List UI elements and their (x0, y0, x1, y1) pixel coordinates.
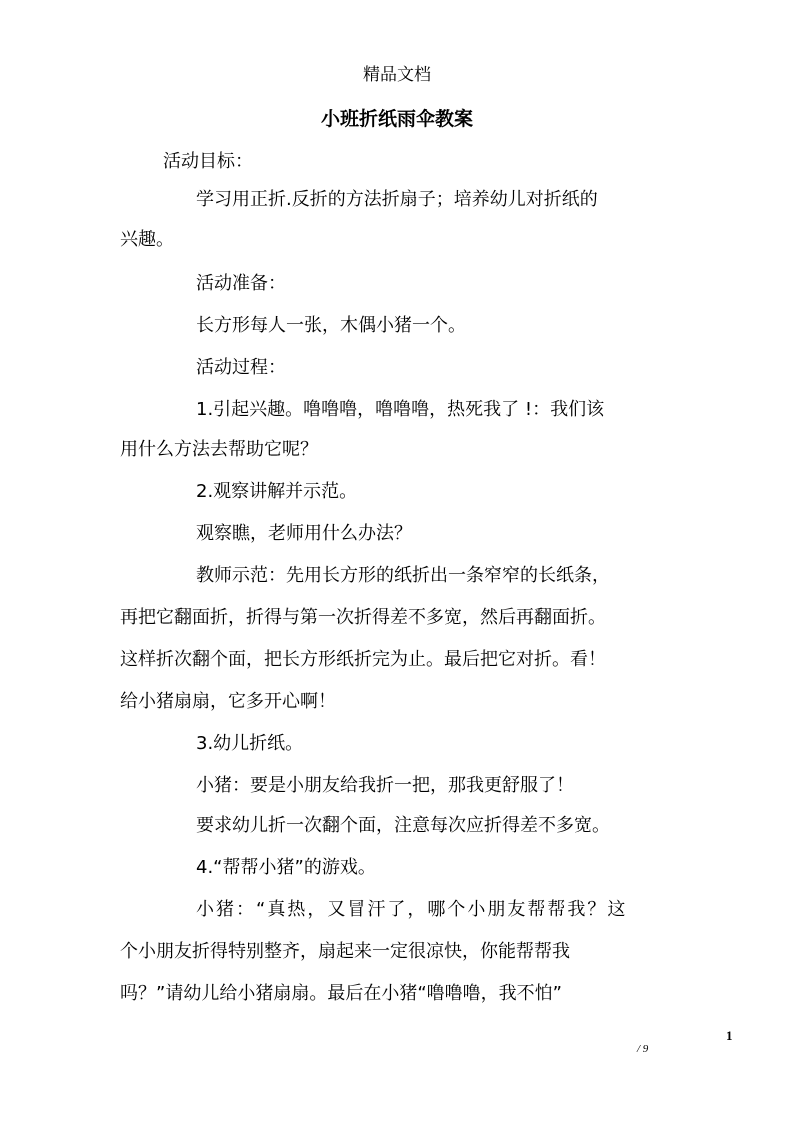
paragraph-line: 个小朋友折得特别整齐，扇起来一定很凉快，你能帮帮我 (120, 941, 570, 962)
section-heading-process: 活动过程： (196, 357, 286, 378)
paragraph-line: 观察瞧，老师用什么办法？ (196, 523, 412, 544)
section-heading-goals: 活动目标： (163, 151, 253, 172)
paragraph-line: 吗？”请幼儿给小猪扇扇。最后在小猪“噜噜噜，我不怕” (120, 983, 562, 1004)
paragraph-line: 小猪：要是小朋友给我折一把，那我更舒服了！ (196, 775, 574, 796)
paragraph-line: 这样折次翻个面，把长方形纸折完为止。最后把它对折。看！ (120, 649, 606, 670)
paragraph-line: 用什么方法去帮助它呢？ (120, 439, 318, 460)
page-total: / 9 (637, 1043, 649, 1055)
page-number: 1 (726, 1028, 733, 1043)
paragraph-line: 长方形每人一张，木偶小猪一个。 (196, 315, 466, 336)
paragraph-line: 4.“帮帮小猪”的游戏。 (196, 857, 376, 878)
paragraph-line: 要求幼儿折一次翻个面，注意每次应折得差不多宽。 (196, 815, 610, 836)
paragraph-line: 教师示范：先用长方形的纸折出一条窄窄的长纸条， (196, 565, 610, 586)
document-header: 精品文档 (363, 65, 431, 85)
paragraph-line: 1.引起兴趣。噜噜噜，噜噜噜，热死我了 !：我们该 (196, 399, 605, 420)
paragraph-line: 给小猪扇扇，它多开心啊！ (120, 691, 336, 712)
paragraph-line: 学习用正折.反折的方法折扇子；培养幼儿对折纸的 (196, 189, 598, 210)
paragraph-line: 小猪：“真热，又冒汗了，哪个小朋友帮帮我？这 (196, 899, 628, 920)
paragraph-line: 兴趣。 (120, 229, 174, 250)
document-title: 小班折纸雨伞教案 (320, 108, 473, 130)
paragraph-line: 再把它翻面折，折得与第一次折得差不多宽，然后再翻面折。 (120, 607, 606, 628)
paragraph-line: 3.幼儿折纸。 (196, 733, 304, 754)
section-heading-preparation: 活动准备： (196, 273, 286, 294)
paragraph-line: 2.观察讲解并示范。 (196, 481, 358, 502)
